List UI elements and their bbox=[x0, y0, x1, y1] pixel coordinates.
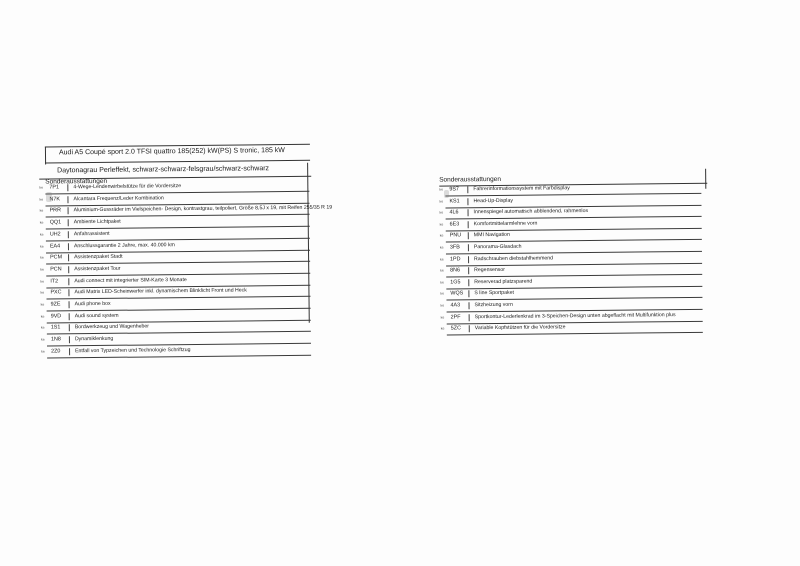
option-description: Assistenzpaket Tour bbox=[74, 265, 121, 273]
option-code: 3FB bbox=[449, 244, 460, 251]
row-mark: ke bbox=[40, 290, 45, 295]
option-description: Fahrerinformationssystem mit Farbdisplay bbox=[473, 185, 570, 193]
row-mark: ke bbox=[39, 208, 44, 213]
row-mark: ke bbox=[40, 279, 45, 284]
right-border bbox=[705, 169, 706, 189]
row-mark: ke bbox=[440, 291, 445, 296]
option-code: EA4 bbox=[49, 242, 61, 249]
row-mark: ke bbox=[440, 268, 444, 273]
right-sheet bbox=[439, 168, 741, 341]
row-mark: ke bbox=[40, 325, 45, 330]
column-separator bbox=[68, 231, 69, 238]
row-underline bbox=[47, 355, 311, 359]
column-separator bbox=[69, 313, 70, 320]
section-title: Sonderausstattungen bbox=[439, 175, 502, 184]
option-code: 1N8 bbox=[50, 336, 61, 343]
option-description: Audi connect mit integrierter SIM-Karte 3 Monate bbox=[74, 276, 187, 284]
option-code: 2Z0 bbox=[51, 348, 61, 355]
model-divider bbox=[45, 160, 310, 164]
row-mark: ke bbox=[440, 280, 445, 285]
row-mark: ke bbox=[40, 302, 45, 307]
scan-smudge bbox=[46, 192, 52, 202]
option-code: 9S7 bbox=[449, 186, 459, 193]
option-code: PNU bbox=[449, 232, 462, 239]
vehicle-color: Daytonagrau Perleffekt, schwarz-schwarz-felsgrau/schwarz-schwarz bbox=[57, 165, 270, 175]
option-code: 1G5 bbox=[450, 279, 461, 286]
row-mark: ke bbox=[39, 244, 44, 249]
row-mark: ke bbox=[40, 314, 45, 319]
column-separator bbox=[468, 302, 469, 309]
column-separator bbox=[69, 301, 70, 308]
column-separator bbox=[68, 254, 69, 261]
row-mark: ke bbox=[40, 255, 44, 260]
section-title: Sonderausstattungen bbox=[45, 177, 108, 186]
option-code: WQS bbox=[450, 290, 464, 297]
option-description: Audi Matrix LED-Scheinwerfer inkl. dynamischem Blinklicht Front und Heck bbox=[74, 287, 247, 296]
option-code: 7P1 bbox=[49, 184, 59, 191]
option-description: Anschlussgarantie 2 Jahre, max. 40.000 km bbox=[73, 241, 175, 249]
option-description: Aluminium-Gussräder im Vielspeichen- Design, kontrastgrau, teilpoliert, Größe 8,5J x 19, mit Reifen 255/35 R 19 bbox=[73, 204, 333, 214]
column-separator bbox=[68, 243, 69, 250]
option-description: Alcantara Frequenz/Leder Kombination bbox=[73, 194, 164, 202]
option-description: Sitzheizung vorn bbox=[474, 301, 513, 309]
column-separator bbox=[68, 219, 69, 226]
left-sheet bbox=[39, 138, 346, 361]
column-separator bbox=[69, 325, 70, 332]
option-description: Entfall von Typzeichen und Technologie Schriftzug bbox=[75, 346, 191, 355]
option-description: S line Sportpaket bbox=[474, 290, 514, 297]
option-description: Regensensor bbox=[474, 267, 506, 274]
option-code: PXC bbox=[50, 289, 62, 296]
option-description: Reserverad platzsparend bbox=[474, 278, 533, 286]
option-description: Audi sound system bbox=[74, 312, 119, 319]
option-code: 9ZE bbox=[50, 301, 61, 308]
row-mark: ke bbox=[40, 337, 45, 342]
option-description: Dynamiklenkung bbox=[74, 335, 114, 343]
option-code: 1S1 bbox=[50, 324, 61, 331]
row-mark: ke bbox=[439, 245, 444, 250]
option-code: 1PD bbox=[450, 255, 461, 263]
option-description: Variable Kopfstützen für die Vordersitze bbox=[474, 324, 566, 332]
column-separator bbox=[67, 184, 68, 191]
column-separator bbox=[68, 290, 69, 297]
option-code: 8N6 bbox=[450, 267, 461, 274]
option-code: 4L6 bbox=[449, 209, 459, 216]
option-description: Audi phone box bbox=[74, 300, 111, 308]
column-separator bbox=[68, 278, 69, 285]
option-code: QQ1 bbox=[49, 219, 62, 226]
row-underline bbox=[447, 332, 703, 336]
option-description: Komfortmittelarmlehne vorn bbox=[473, 220, 538, 228]
option-description: Ambiente Lichtpaket bbox=[73, 218, 121, 226]
option-code: UH2 bbox=[49, 231, 61, 238]
column-separator bbox=[469, 325, 470, 332]
option-description: Assistenzpaket Stadt bbox=[74, 253, 123, 261]
option-description: MMI Navigation bbox=[473, 232, 510, 239]
row-mark: ke bbox=[440, 303, 445, 308]
option-description: Anfahrassistent bbox=[73, 230, 110, 238]
option-description: Bordwerkzeug und Wagenheber bbox=[74, 323, 150, 331]
option-row bbox=[41, 345, 311, 359]
option-description: Innenspiegel automatisch abblendend, rahmenlos bbox=[473, 208, 589, 216]
row-mark: ke bbox=[440, 257, 444, 262]
row-mark: ke bbox=[39, 232, 44, 237]
row-mark: ke bbox=[439, 210, 444, 215]
column-separator bbox=[468, 209, 469, 216]
scan-smudge bbox=[444, 190, 449, 198]
column-separator bbox=[69, 348, 70, 355]
option-row bbox=[441, 322, 703, 336]
option-code: PCM bbox=[50, 254, 63, 261]
option-description: Panorama-Glasdach bbox=[473, 243, 522, 251]
column-separator bbox=[468, 291, 469, 298]
column-separator bbox=[468, 244, 469, 251]
vehicle-model: Audi A5 Coupé sport 2.0 TFSI quattro 185(252) kW(PS) S tronic, 185 kW bbox=[58, 147, 285, 157]
row-mark: ke bbox=[39, 197, 44, 202]
column-separator bbox=[467, 186, 468, 193]
row-mark: ke bbox=[41, 349, 45, 354]
option-description: 4-Wege-Lendenwirbelstütze für die Vordersitze bbox=[73, 183, 182, 191]
column-separator bbox=[468, 256, 469, 263]
option-code: 5ZC bbox=[450, 325, 461, 332]
option-code: IT2 bbox=[50, 278, 59, 285]
column-separator bbox=[67, 196, 68, 203]
option-code: N7K bbox=[49, 196, 60, 203]
column-separator bbox=[468, 233, 469, 240]
column-separator bbox=[468, 279, 469, 286]
column-separator bbox=[467, 198, 468, 205]
option-description: Radschrauben diebstahlhemmend bbox=[474, 254, 554, 262]
row-mark: ke bbox=[439, 222, 444, 227]
row-mark: ke bbox=[40, 267, 44, 272]
column-separator bbox=[468, 221, 469, 228]
column-separator bbox=[469, 314, 470, 321]
option-code: PRR bbox=[49, 207, 62, 214]
column-separator bbox=[69, 336, 70, 343]
option-description: Head-Up-Display bbox=[473, 197, 513, 204]
option-code: 4A3 bbox=[450, 302, 461, 309]
option-code: KS1 bbox=[449, 197, 460, 205]
option-code: 6E3 bbox=[449, 221, 460, 228]
row-mark: ke bbox=[39, 185, 44, 190]
option-code: 9VD bbox=[50, 313, 62, 320]
option-code: PCN bbox=[50, 266, 62, 273]
row-mark: ke bbox=[440, 326, 445, 331]
row-mark: ke bbox=[39, 220, 44, 225]
row-mark: ke bbox=[439, 233, 444, 238]
column-separator bbox=[68, 266, 69, 273]
option-code: 2PF bbox=[450, 313, 461, 321]
option-description: Sportkontur-Lederlenkrad im 3-Speichen-Design unten abgeflacht mit Multifunktion plus bbox=[474, 311, 676, 320]
row-mark: ke bbox=[439, 199, 444, 204]
row-mark: ke bbox=[440, 315, 445, 320]
row-mark: ke bbox=[439, 187, 444, 192]
column-separator bbox=[68, 208, 69, 215]
column-separator bbox=[468, 267, 469, 274]
